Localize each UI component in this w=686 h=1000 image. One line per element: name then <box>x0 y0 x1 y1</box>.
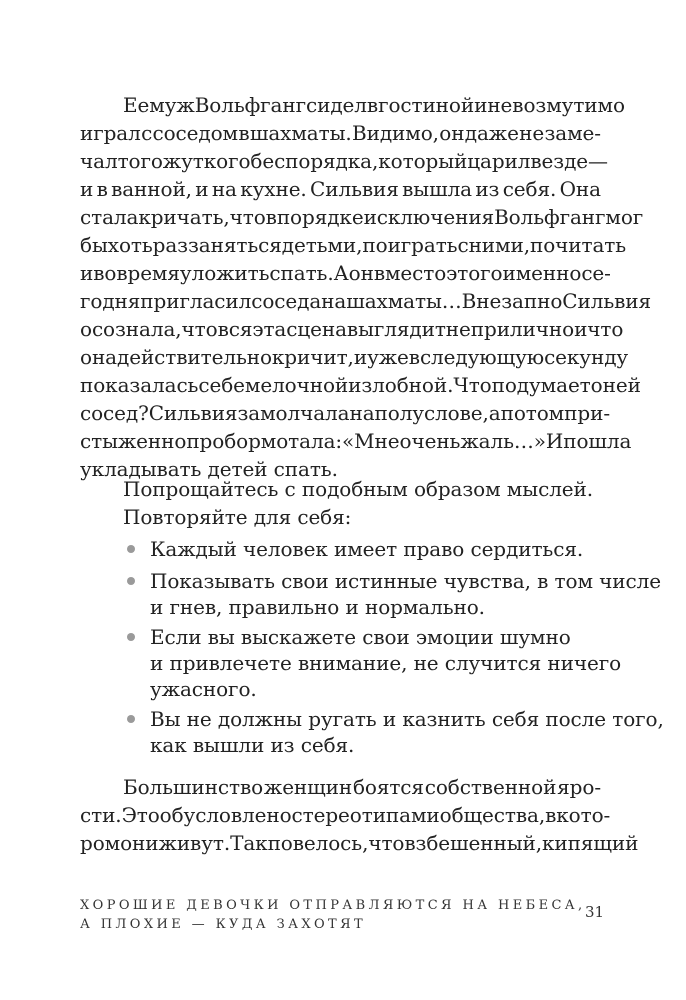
word: вся <box>217 317 253 341</box>
text-line <box>80 204 644 230</box>
word: живут. <box>158 831 231 855</box>
word: стала <box>80 205 139 229</box>
word: кото- <box>556 803 611 827</box>
text-line: укладывать детей спать. <box>80 457 338 481</box>
word: заняться <box>187 233 282 257</box>
text-line <box>80 344 629 370</box>
word: и <box>348 373 362 397</box>
word: он <box>439 121 465 145</box>
word: — <box>588 149 608 173</box>
word: на <box>321 289 347 313</box>
bullet-item: Вы не должны ругать и казнить себя после того, <box>150 707 664 731</box>
word: общества, <box>439 803 546 827</box>
word: Сильвия <box>148 401 238 425</box>
word: с <box>141 121 153 145</box>
word: хоть <box>107 233 153 257</box>
word: уложить <box>179 261 270 285</box>
word: Так <box>230 831 268 855</box>
text-line <box>80 830 639 856</box>
word: она <box>80 345 117 369</box>
word: ром <box>80 831 121 855</box>
word: Видимо, <box>352 121 439 145</box>
word: жаль…» <box>460 429 546 453</box>
word: сцена <box>286 317 347 341</box>
word: Ее <box>123 93 150 117</box>
word: Большинство <box>123 775 264 799</box>
text-line <box>80 316 624 342</box>
word: потом <box>500 401 565 425</box>
word: себе <box>198 373 245 397</box>
word: порядке <box>276 205 364 229</box>
word: соседом <box>152 121 239 145</box>
word: очень <box>399 429 461 453</box>
word: яро- <box>557 775 601 799</box>
running-footer-title: А ПЛОХИЕ — КУДА ЗАХОТЯТ <box>80 917 367 932</box>
word: мог <box>605 205 644 229</box>
word: следующую <box>419 345 545 369</box>
word: муж <box>149 93 195 117</box>
text-line <box>80 372 641 398</box>
bullet-item: ужасного. <box>150 677 257 701</box>
text-line <box>80 148 608 174</box>
text-line <box>80 176 601 202</box>
word: пошла <box>563 429 632 453</box>
word: невозмутимо <box>487 93 625 117</box>
word: вовремя <box>93 261 180 285</box>
word: сосед? <box>80 401 149 425</box>
word: «Мне <box>342 429 400 453</box>
word: действительно <box>117 345 272 369</box>
word: Она <box>559 177 601 201</box>
running-footer-title: ХОРОШИЕ ДЕВОЧКИ ОТПРАВЛЯЮТСЯ НА НЕБЕСА, <box>80 898 586 913</box>
bullet-icon <box>127 633 135 641</box>
word: вместо <box>373 261 447 285</box>
text-line <box>80 260 611 286</box>
word: в <box>545 803 557 827</box>
text-line <box>80 120 601 146</box>
word: играл <box>80 121 141 145</box>
word: того <box>117 149 163 173</box>
word: вышла <box>402 177 472 201</box>
word: секунду <box>544 345 629 369</box>
word: на <box>349 401 375 425</box>
word: стыженно <box>80 429 187 453</box>
word: при- <box>564 401 610 425</box>
word: кипящий <box>542 831 639 855</box>
word: и <box>574 317 588 341</box>
text-line <box>123 774 601 800</box>
word: Вольфганг <box>194 93 306 117</box>
word: показалась <box>80 373 199 397</box>
bullet-icon <box>127 577 135 585</box>
word: что <box>229 205 266 229</box>
word: И <box>545 429 564 453</box>
word: не <box>519 121 545 145</box>
word: что <box>181 317 218 341</box>
word: заме- <box>544 121 601 145</box>
word: эта <box>252 317 287 341</box>
word: везде <box>530 149 589 173</box>
word: что <box>587 317 624 341</box>
text-line <box>80 232 627 258</box>
text-line <box>80 428 632 454</box>
word: раз <box>152 233 188 257</box>
bullet-item: и привлечете внимание, не случится ничего <box>150 651 622 675</box>
word: ванной, <box>111 177 192 201</box>
word: кухне. <box>240 177 307 201</box>
word: на <box>211 177 237 201</box>
word: А <box>333 261 349 285</box>
word: детьми, <box>281 233 363 257</box>
word: который <box>378 149 468 173</box>
bullet-item: Показывать свои истинные чувства, в том числе <box>150 569 661 593</box>
word: они <box>120 831 159 855</box>
word: неприлично <box>445 317 575 341</box>
word: исключения <box>363 205 495 229</box>
word: царил <box>467 149 531 173</box>
word: даже <box>464 121 519 145</box>
word: в <box>96 177 108 201</box>
word: Вольфганг <box>494 205 606 229</box>
word: почитать <box>529 233 627 257</box>
word: себя. <box>502 177 557 201</box>
word: с <box>457 233 469 257</box>
word: в <box>408 345 420 369</box>
word: кричать, <box>138 205 230 229</box>
word: именно <box>502 261 582 285</box>
word: повелось, <box>267 831 369 855</box>
word: в <box>366 93 379 117</box>
word: сидел <box>306 93 367 117</box>
word: из <box>475 177 500 201</box>
word: Сильвия <box>562 289 652 313</box>
bullet-icon <box>127 715 135 723</box>
word: этого <box>446 261 503 285</box>
page-number: 31 <box>585 903 605 921</box>
word: обусловлено <box>159 803 292 827</box>
word: бы <box>80 233 108 257</box>
word: и <box>80 261 94 285</box>
word: ней <box>602 373 641 397</box>
bullet-item: Каждый человек имеет право сердиться. <box>150 537 584 561</box>
word: что <box>368 831 405 855</box>
word: уже <box>367 345 409 369</box>
word: Внезапно <box>461 289 563 313</box>
word: женщин <box>263 775 353 799</box>
word: злобной. <box>361 373 454 397</box>
word: шахматы… <box>346 289 462 313</box>
word: в <box>265 205 277 229</box>
word: беспорядка, <box>250 149 379 173</box>
word: кричит, <box>271 345 354 369</box>
text-line <box>80 400 610 426</box>
word: и <box>353 345 368 369</box>
word: сти. <box>80 803 122 827</box>
word: осознала, <box>80 317 182 341</box>
word: подумает <box>491 373 591 397</box>
word: а <box>488 401 501 425</box>
word: взбешенный, <box>404 831 542 855</box>
bullet-item: и гнев, правильно и нормально. <box>150 595 485 619</box>
word: жуткого <box>162 149 251 173</box>
word: Сильвия <box>310 177 399 201</box>
word: спать. <box>269 261 334 285</box>
word: се- <box>581 261 611 285</box>
word: Это <box>121 803 160 827</box>
word: мелочной <box>244 373 349 397</box>
word: боятся <box>352 775 424 799</box>
intro-line: Повторяйте для себя: <box>123 505 352 529</box>
word: полуслове, <box>374 401 489 425</box>
word: шахматы. <box>249 121 352 145</box>
text-line <box>80 288 652 314</box>
word: и <box>474 93 488 117</box>
text-line <box>80 802 611 828</box>
bullet-icon <box>127 545 135 553</box>
word: о <box>590 373 603 397</box>
word: чал <box>80 149 118 173</box>
word: гостиной <box>378 93 475 117</box>
word: стереотипами <box>291 803 440 827</box>
word: и <box>195 177 209 201</box>
word: соседа <box>251 289 322 313</box>
word: поиграть <box>362 233 458 257</box>
intro-line: Попрощайтесь с подобным образом мыслей. <box>123 477 594 501</box>
word: и <box>80 177 94 201</box>
word: ними, <box>468 233 530 257</box>
word: он <box>348 261 374 285</box>
bullet-item: как вышли из себя. <box>150 733 355 757</box>
word: Что <box>453 373 492 397</box>
word: в <box>238 121 250 145</box>
word: замолчала <box>237 401 350 425</box>
word: выглядит <box>346 317 446 341</box>
bullet-item: Если вы выскажете свои эмоции шумно <box>150 625 571 649</box>
word: собственной <box>424 775 557 799</box>
word: годня <box>80 289 141 313</box>
text-line <box>123 92 625 118</box>
word: пробормотала: <box>186 429 343 453</box>
word: пригласил <box>140 289 252 313</box>
